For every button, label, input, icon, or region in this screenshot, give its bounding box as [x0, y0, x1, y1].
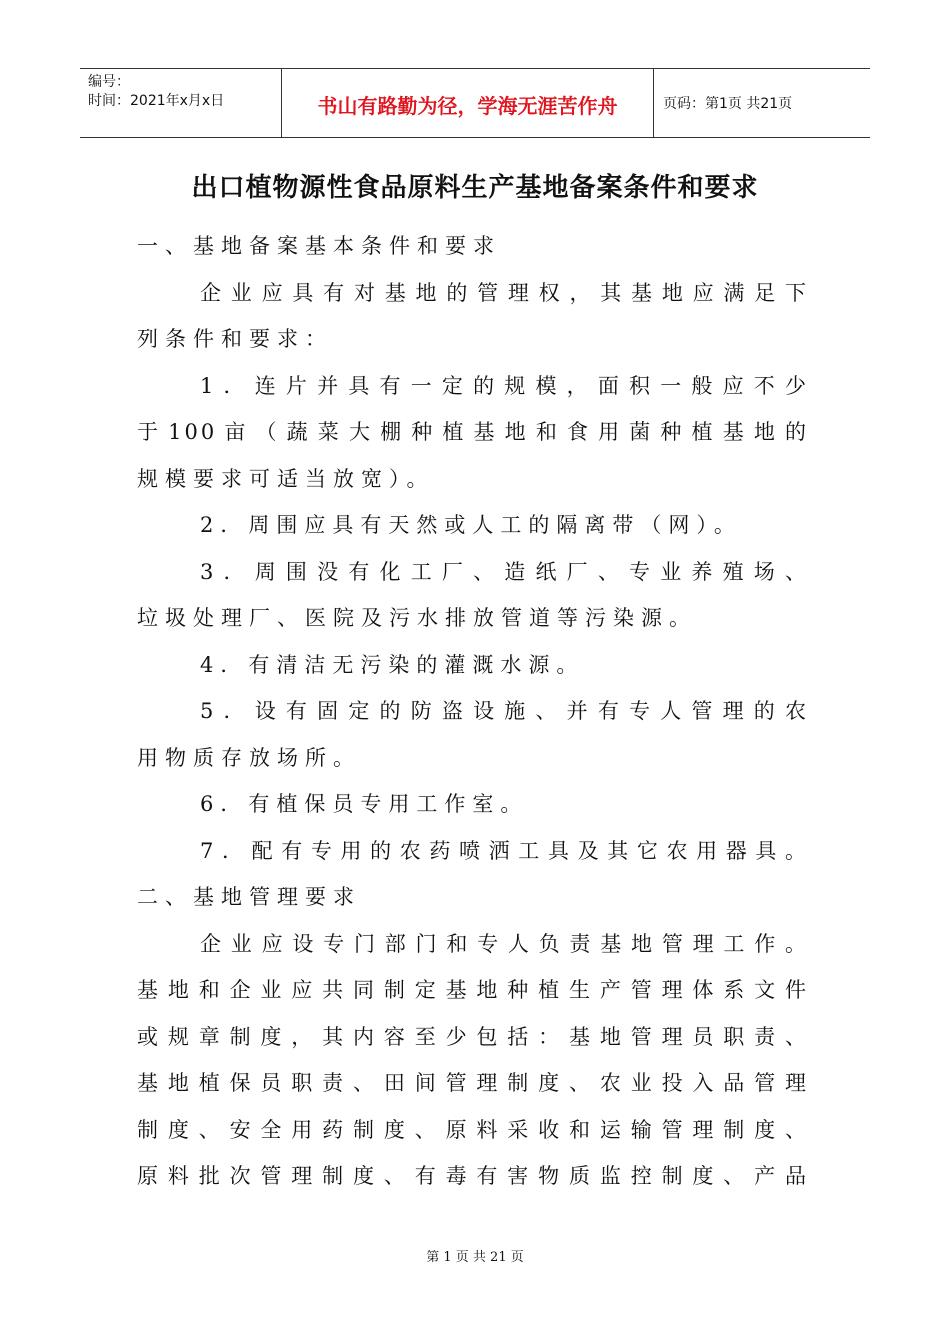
paragraph-line: 列条件和要求： — [137, 327, 333, 351]
number-label: 编号： — [88, 74, 130, 90]
date-label: 时间：2021年x月x日 — [88, 93, 225, 109]
list-item-7: 7．配有专用的农药喷洒工具及其它农用器具。 — [200, 838, 809, 863]
list-item-4: 4．有清洁无污染的灌溉水源。 — [200, 652, 585, 677]
header-table — [80, 68, 870, 138]
list-item-3-line: 垃圾处理厂、医院及污水排放管道等污染源。 — [137, 606, 697, 630]
paragraph-line: 基地植保员职责、田间管理制度、农业投入品管理 — [137, 1071, 809, 1095]
paragraph-line: 原料批次管理制度、有毒有害物质监控制度、产品 — [137, 1164, 809, 1188]
paragraph-line: 制度、安全用药制度、原料采收和运输管理制度、 — [137, 1117, 809, 1142]
header-meta-cell — [80, 69, 282, 137]
list-item-5-line: 用物质存放场所。 — [137, 745, 361, 770]
list-item-1-line: 于100亩（蔬菜大棚种植基地和食用菌种植基地的 — [137, 420, 809, 444]
list-item-1-line: 1．连片并具有一定的规模，面积一般应不少 — [200, 373, 809, 398]
paragraph-line: 或规章制度，其内容至少包括：基地管理员职责、 — [137, 1024, 809, 1049]
list-item-3-line: 3．周围没有化工厂、造纸厂、专业养殖场、 — [200, 559, 809, 584]
list-item-2: 2．周围应具有天然或人工的隔离带（网）。 — [200, 513, 742, 537]
motto: 书山有路勤为径，学海无涯苦作舟 — [282, 69, 654, 137]
section-heading-2: 二、基地管理要求 — [137, 885, 361, 909]
page-info: 页码：第1页 共21页 — [663, 96, 793, 112]
page-footer: 第 1 页 共 21 页 — [426, 1250, 524, 1265]
section-heading-1: 一、基地备案基本条件和要求 — [137, 234, 501, 258]
document-body — [137, 223, 809, 1200]
paragraph-line: 企业应设专门部门和专人负责基地管理工作。 — [200, 931, 809, 956]
paragraph-line: 基地和企业应共同制定基地种植生产管理体系文件 — [137, 978, 809, 1002]
document-title: 出口植物源性食品原料生产基地备案条件和要求 — [191, 173, 759, 203]
list-item-1-line: 规模要求可适当放宽）。 — [137, 466, 435, 491]
paragraph-line: 企业应具有对基地的管理权，其基地应满足下 — [200, 280, 809, 305]
list-item-5-line: 5．设有固定的防盗设施、并有专人管理的农 — [200, 699, 809, 723]
list-item-6: 6．有植保员专用工作室。 — [200, 792, 529, 816]
